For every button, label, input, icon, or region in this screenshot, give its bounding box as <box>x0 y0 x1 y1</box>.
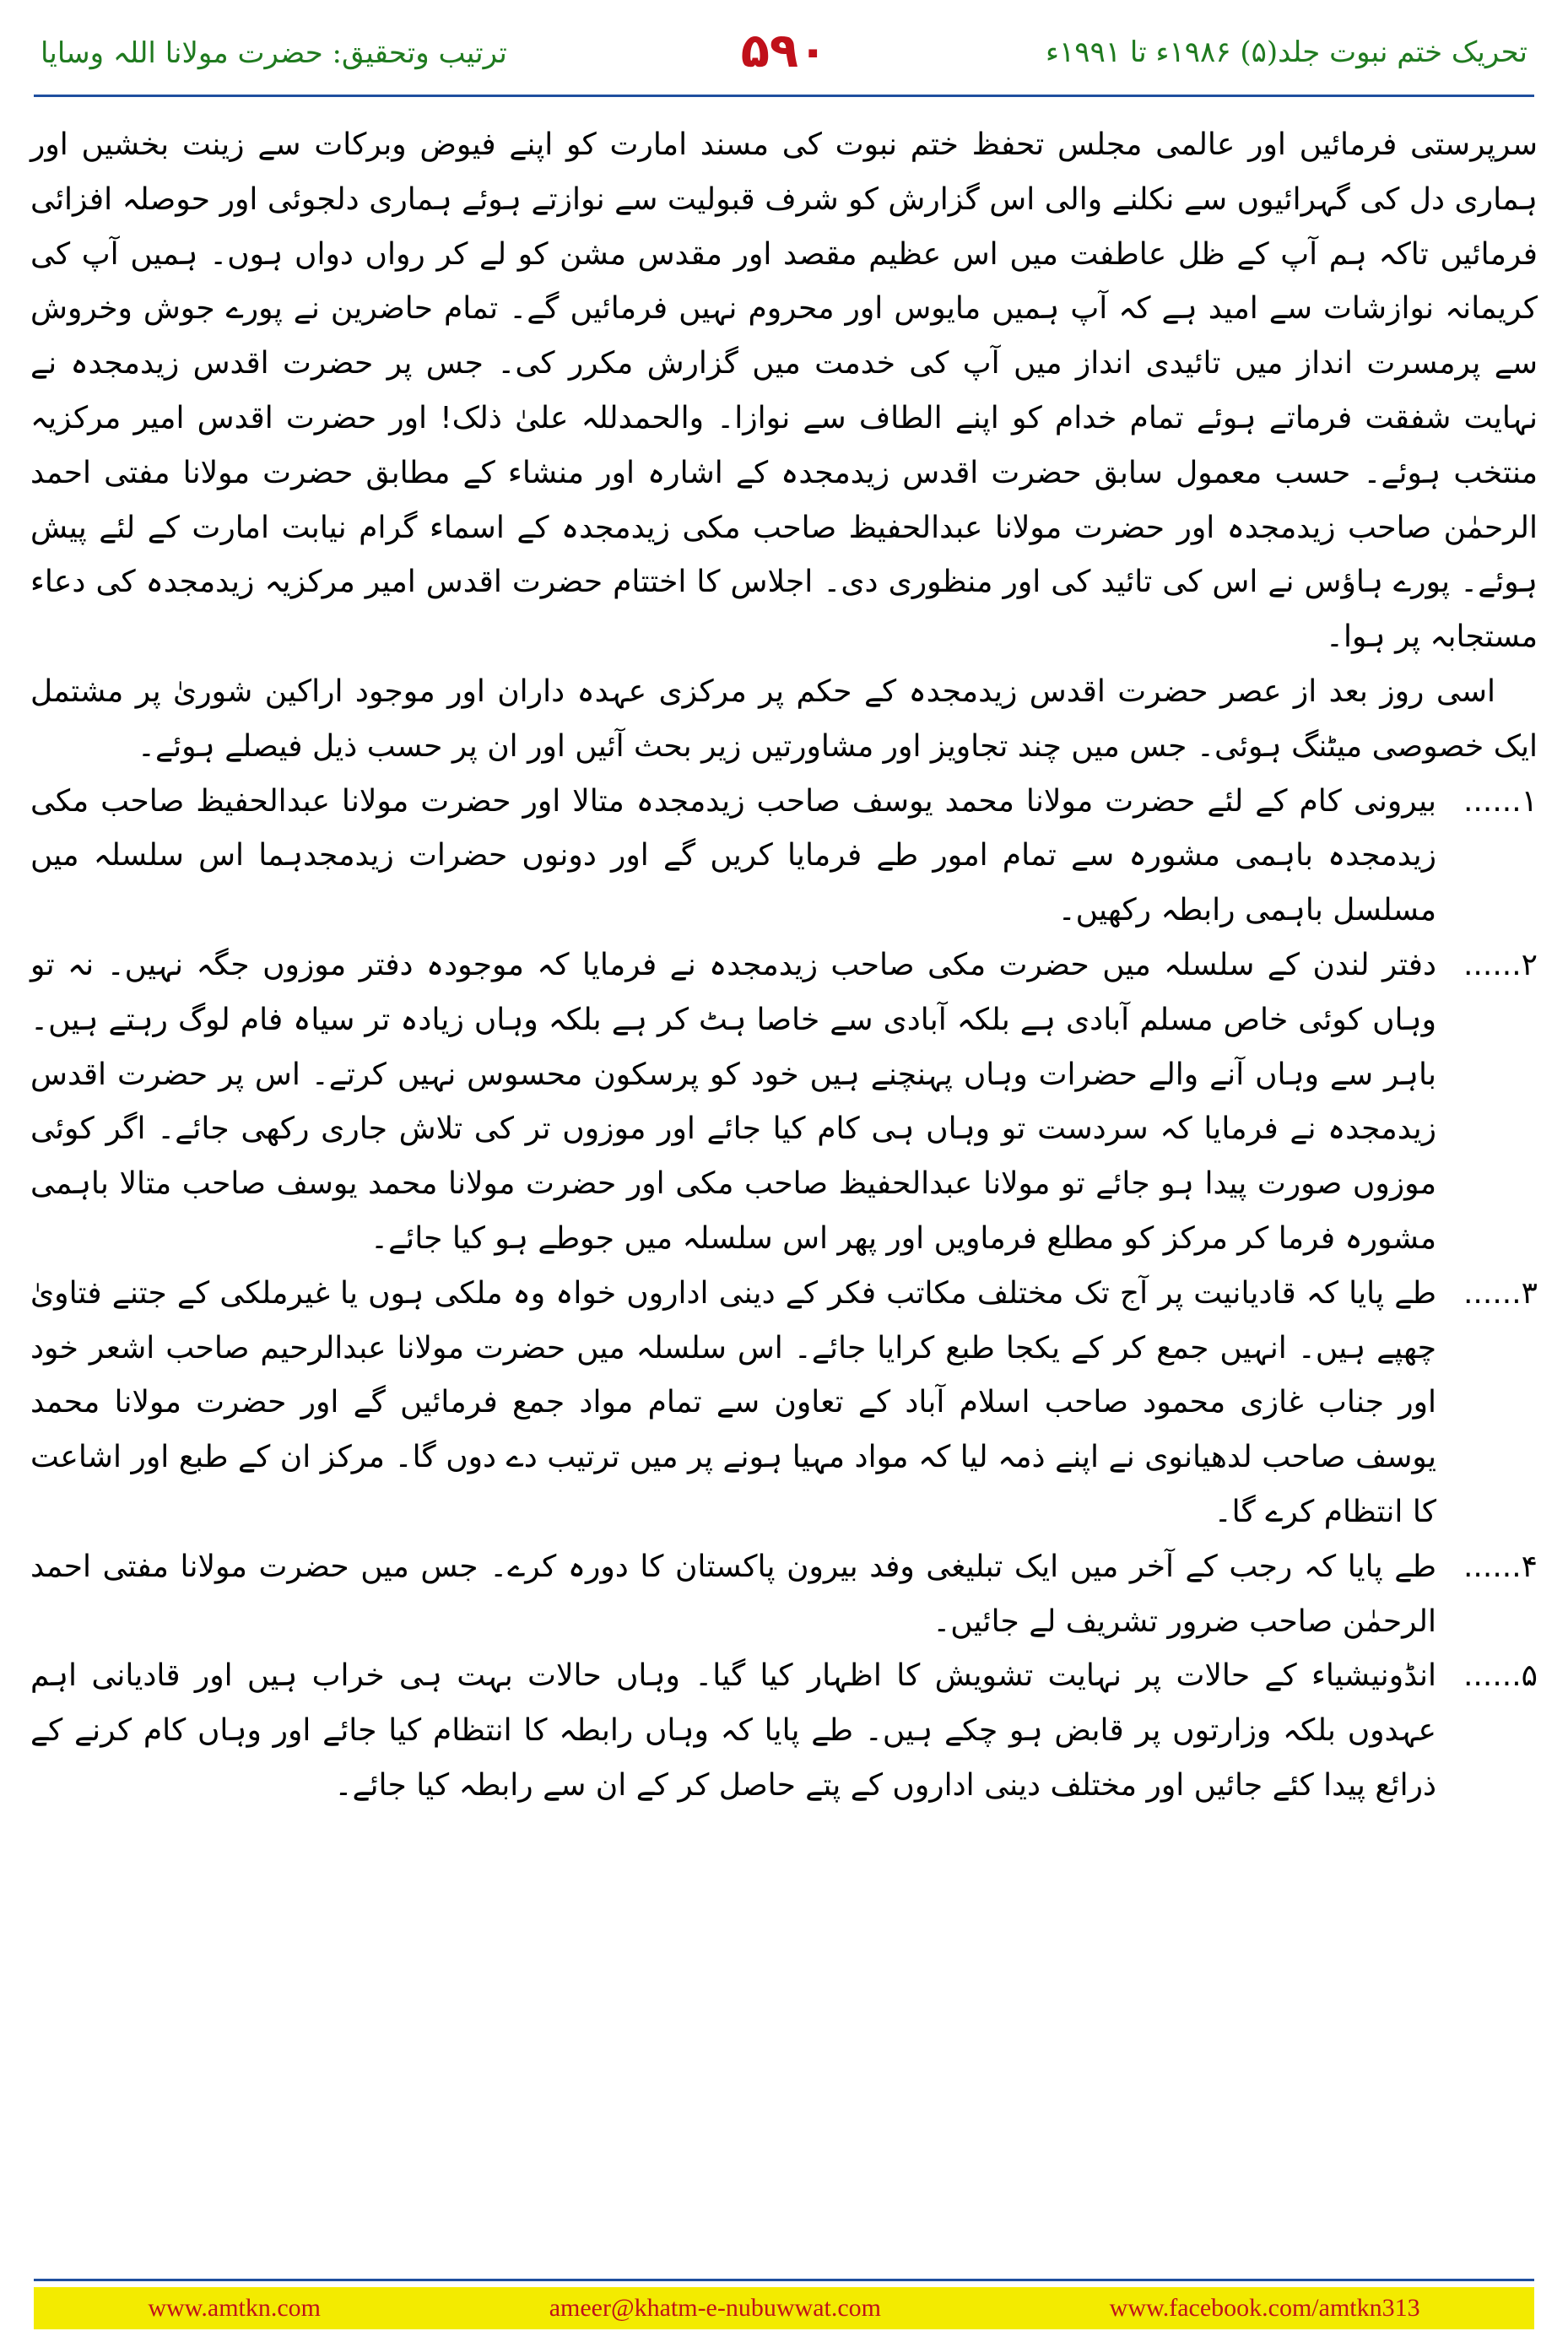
paragraph-2: اسی روز بعد از عصر حضرت اقدس زیدمجدہ کے حکم پر مرکزی عہدہ داران اور موجود اراکین شوریٰ پر مشتمل ایک خصوصی میٹنگ ہوئی۔ جس میں چند تجاویز اور مشاورتیں زیر بحث آئیں اور ان پر حسب ذیل فیصلے ہوئے۔ <box>30 673 1538 764</box>
decision-item-5 <box>30 1649 1538 1813</box>
decision-item-1 <box>30 775 1538 938</box>
page-body <box>30 118 1538 2266</box>
website-link[interactable]: www.amtkn.com <box>148 2294 322 2322</box>
item-text: طے پایا کہ رجب کے آخر میں ایک تبلیغی وفد بیرون پاکستان کا دورہ کرے۔ جس میں حضرت مولانا مفتی احمد الرحمٰن صاحب ضرور تشریف لے جائیں۔ <box>30 1549 1436 1639</box>
paragraph-1: سرپرستی فرمائیں اور عالمی مجلس تحفظ ختم نبوت کی مسند امارت کو اپنے فیوض وبرکات سے زینت بخشیں اور ہماری دل کی گہرائیوں سے نکلنے والی اس گزارش کو شرف قبولیت سے نوازتے ہوئے ہماری دلجوئی اور حوصلہ افزائی فرمائیں تاکہ ہم آپ کے ظل عاطفت میں اس عظیم مقصد اور مقدس مشن کو لے کر رواں دواں ہوں۔ ہمیں آپ کی کریمانہ نوازشات سے امید ہے کہ آپ ہمیں مایوس اور محروم نہیں فرمائیں گے۔ تمام حاضرین نے پورے جوش وخروش سے پرمسرت انداز میں تائیدی انداز میں آپ کی خدمت میں گزارش مکرر کی۔ جس پر حضرت اقدس زیدمجدہ نے نہایت شفقت فرماتے ہوئے تمام خدام کو اپنے الطاف سے نوازا۔ والحمدللہ علیٰ ذلک! اور حضرت اقدس امیر مرکزیہ منتخب ہوئے۔ حسب معمول سابق حضرت اقدس زیدمجدہ کے اشارہ اور منشاء کے مطابق حضرت مولانا مفتی احمد الرحمٰن صاحب زیدمجدہ اور حضرت مولانا عبدالحفیظ صاحب مکی زیدمجدہ کے اسماء گرام نیابت امارت کے لئے پیش ہوئے۔ پورے ہاؤس نے اس کی تائید کی اور منظوری دی۔ اجلاس کا اختتام حضرت اقدس امیر مرکزیہ زیدمجدہ کی دعاء مستجابہ پر ہوا۔ <box>30 127 1538 655</box>
decision-item-3 <box>30 1267 1538 1540</box>
item-number: ۵...... <box>1463 1658 1538 1694</box>
email-link[interactable]: ameer@khatm-e-nubuwwat.com <box>549 2294 881 2322</box>
item-text: دفتر لندن کے سلسلہ میں حضرت مکی صاحب زیدمجدہ نے فرمایا کہ موجودہ دفتر موزوں جگہ نہیں۔ نہ تو وہاں کوئی خاص مسلم آبادی ہے بلکہ آبادی سے خاصا ہٹ کر ہے بلکہ وہاں زیادہ تر سیاہ فام لوگ رہتے ہیں۔ باہر سے وہاں آنے والے حضرات وہاں پہنچنے ہیں خود کو پرسکون محسوس نہیں کرتے۔ اس پر حضرت اقدس زیدمجدہ نے فرمایا کہ سردست تو وہاں ہی کام کیا جائے اور موزوں تر کی تلاش جاری رکھی جائے۔ اگر کوئی موزوں صورت پیدا ہو جائے تو مولانا عبدالحفیظ صاحب مکی اور حضرت مولانا محمد یوسف صاحب متالا باہمی مشورہ فرما کر مرکز کو مطلع فرماویں اور پھر اس سلسلہ میں جوطے ہو کیا جائے۔ <box>30 947 1436 1256</box>
decision-item-4 <box>30 1540 1538 1650</box>
header-divider <box>34 95 1534 97</box>
decision-item-2 <box>30 938 1538 1267</box>
footer-divider <box>34 2279 1534 2281</box>
facebook-link[interactable]: www.facebook.com/amtkn313 <box>1109 2294 1420 2322</box>
item-text: انڈونیشیاء کے حالات پر نہایت تشویش کا اظہار کیا گیا۔ وہاں حالات بہت ہی خراب ہیں اور قادیانی اہم عہدوں بلکہ وزارتوں پر قابض ہو چکے ہیں۔ طے پایا کہ وہاں رابطہ کا انتظام کیا جائے اور وہاں کام کرنے کے ذرائع پیدا کئے جائیں اور مختلف دینی اداروں کے پتے حاصل کر کے ان سے رابطہ کیا جائے۔ <box>30 1658 1436 1803</box>
compiler-credit: ترتیب وتحقیق: حضرت مولانا اللہ وسایا <box>41 36 507 70</box>
item-text: بیرونی کام کے لئے حضرت مولانا محمد یوسف صاحب زیدمجدہ متالا اور حضرت مولانا عبدالحفیظ صاحب مکی زیدمجدہ باہمی مشورہ سے تمام امور طے فرمایا کریں گے اور دونوں حضرات زیدمجدہما اس سلسلہ میں مسلسل باہمی رابطہ رکھیں۔ <box>30 783 1436 928</box>
page-header <box>34 24 1534 91</box>
item-number: ۲...... <box>1463 947 1538 982</box>
item-number: ۱...... <box>1463 783 1538 819</box>
page-number: ۵۹۰ <box>740 24 828 78</box>
page-footer <box>34 2287 1534 2329</box>
item-number: ۴...... <box>1463 1549 1538 1584</box>
item-text: طے پایا کہ قادیانیت پر آج تک مختلف مکاتب فکر کے دینی اداروں خواہ وہ ملکی ہوں یا غیرملکی کے جتنے فتاویٰ چھپے ہیں۔ انہیں جمع کر کے یکجا طبع کرایا جائے۔ اس سلسلہ میں حضرت مولانا عبدالرحیم صاحب اشعر خود اور جناب غازی محمود صاحب اسلام آباد کے تعاون سے تمام مواد جمع فرمائیں گے اور حضرت مولانا محمد یوسف صاحب لدھیانوی نے اپنے ذمہ لیا کہ مواد مہیا ہونے پر میں ترتیب دے دوں گا۔ مرکز ان کے طبع اور اشاعت کا انتظام کرے گا۔ <box>30 1275 1436 1529</box>
book-title: تحریک ختم نبوت جلد(۵) ۱۹۸۶ء تا ۱۹۹۱ء <box>1046 35 1527 69</box>
item-number: ۳...... <box>1463 1275 1538 1311</box>
